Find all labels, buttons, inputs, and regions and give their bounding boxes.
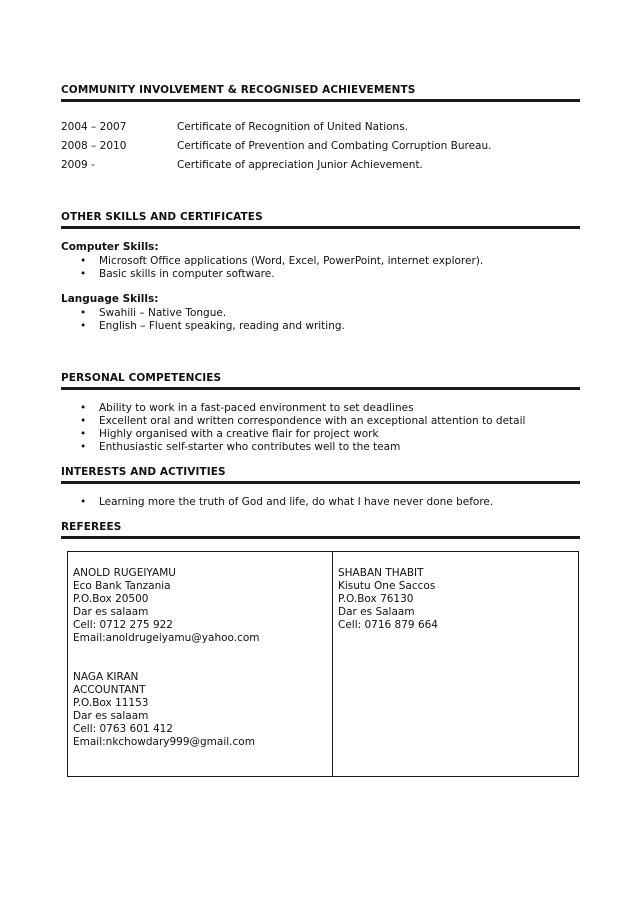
list-item-text: Basic skills in computer software. — [99, 268, 275, 280]
referee-entry — [73, 671, 260, 749]
referee-po-box: P.O.Box 76130 — [338, 593, 414, 605]
bullet-icon: • — [80, 428, 87, 440]
bullet-icon: • — [80, 268, 87, 280]
list-item — [61, 255, 483, 268]
referee-po-box: P.O.Box 11153 — [73, 697, 149, 709]
referee-company: Kisutu One Saccos — [338, 580, 436, 592]
language-skills-list — [61, 307, 345, 333]
certificate-date: 2009 - — [61, 159, 95, 171]
certificate-description: Certificate of appreciation Junior Achievement. — [177, 159, 423, 171]
referee-title: ACCOUNTANT — [73, 684, 146, 696]
list-item — [61, 268, 483, 281]
certificate-row — [61, 121, 581, 135]
list-item — [61, 415, 525, 428]
list-item-text: Highly organised with a creative flair for project work — [99, 428, 379, 440]
bullet-icon: • — [80, 415, 87, 427]
referee-name: NAGA KIRAN — [73, 671, 139, 683]
certificate-description: Certificate of Recognition of United Nations. — [177, 121, 409, 133]
referee-cell: Cell: 0712 275 922 — [73, 619, 173, 631]
list-item-text: English – Fluent speaking, reading and writing. — [99, 320, 345, 332]
certificate-date: 2004 – 2007 — [61, 121, 127, 133]
list-item-text: Ability to work in a fast-paced environment to set deadlines — [99, 402, 414, 414]
referee-city: Dar es salaam — [73, 710, 149, 722]
referee-po-box: P.O.Box 20500 — [73, 593, 149, 605]
list-item-text: Enthusiastic self-starter who contributes well to the team — [99, 441, 401, 453]
certificate-row — [61, 140, 581, 154]
list-item-text: Learning more the truth of God and life, do what I have never done before. — [99, 496, 494, 508]
referee-cell: Cell: 0716 879 664 — [338, 619, 438, 631]
referees-right-column — [338, 567, 438, 632]
referee-company: Eco Bank Tanzania — [73, 580, 171, 592]
community-heading: COMMUNITY INVOLVEMENT & RECOGNISED ACHIEVEMENTS — [61, 84, 580, 102]
referee-city: Dar es Salaam — [338, 606, 415, 618]
referee-cell: Cell: 0763 601 412 — [73, 723, 173, 735]
computer-skills-list — [61, 255, 483, 281]
bullet-icon: • — [80, 320, 87, 332]
list-item — [61, 496, 493, 509]
bullet-icon: • — [80, 441, 87, 453]
list-item-text: Excellent oral and written correspondence with an exceptional attention to detail — [99, 415, 526, 427]
certificate-description: Certificate of Prevention and Combating Corruption Bureau. — [177, 140, 492, 152]
competencies-list — [61, 402, 525, 454]
certificate-date: 2008 – 2010 — [61, 140, 127, 152]
bullet-icon: • — [80, 307, 87, 319]
bullet-icon: • — [80, 255, 87, 267]
referee-entry — [73, 567, 260, 645]
referees-left-column — [73, 567, 260, 749]
referee-name: SHABAN THABIT — [338, 567, 424, 579]
referees-heading: REFEREES — [61, 521, 580, 539]
other-skills-heading: OTHER SKILLS AND CERTIFICATES — [61, 211, 580, 229]
computer-skills-label: Computer Skills: — [61, 241, 159, 253]
list-item — [61, 428, 525, 441]
list-item — [61, 320, 345, 333]
referee-name: ANOLD RUGEIYAMU — [73, 567, 176, 579]
table-divider — [332, 552, 333, 776]
certificate-row — [61, 159, 581, 173]
bullet-icon: • — [80, 402, 87, 414]
referee-email: Email:nkchowdary999@gmail.com — [73, 736, 255, 748]
referees-table — [67, 551, 579, 777]
interests-list — [61, 496, 493, 509]
list-item — [61, 402, 525, 415]
bullet-icon: • — [80, 496, 87, 508]
referee-email: Email:anoldrugeiyamu@yahoo.com — [73, 632, 260, 644]
referee-entry — [338, 567, 438, 632]
competencies-heading: PERSONAL COMPETENCIES — [61, 372, 580, 390]
list-item — [61, 307, 345, 320]
referee-city: Dar es salaam — [73, 606, 149, 618]
list-item-text: Microsoft Office applications (Word, Excel, PowerPoint, internet explorer). — [99, 255, 484, 267]
list-item — [61, 441, 525, 454]
interests-heading: INTERESTS AND ACTIVITIES — [61, 466, 580, 484]
list-item-text: Swahili – Native Tongue. — [99, 307, 227, 319]
language-skills-label: Language Skills: — [61, 293, 159, 305]
